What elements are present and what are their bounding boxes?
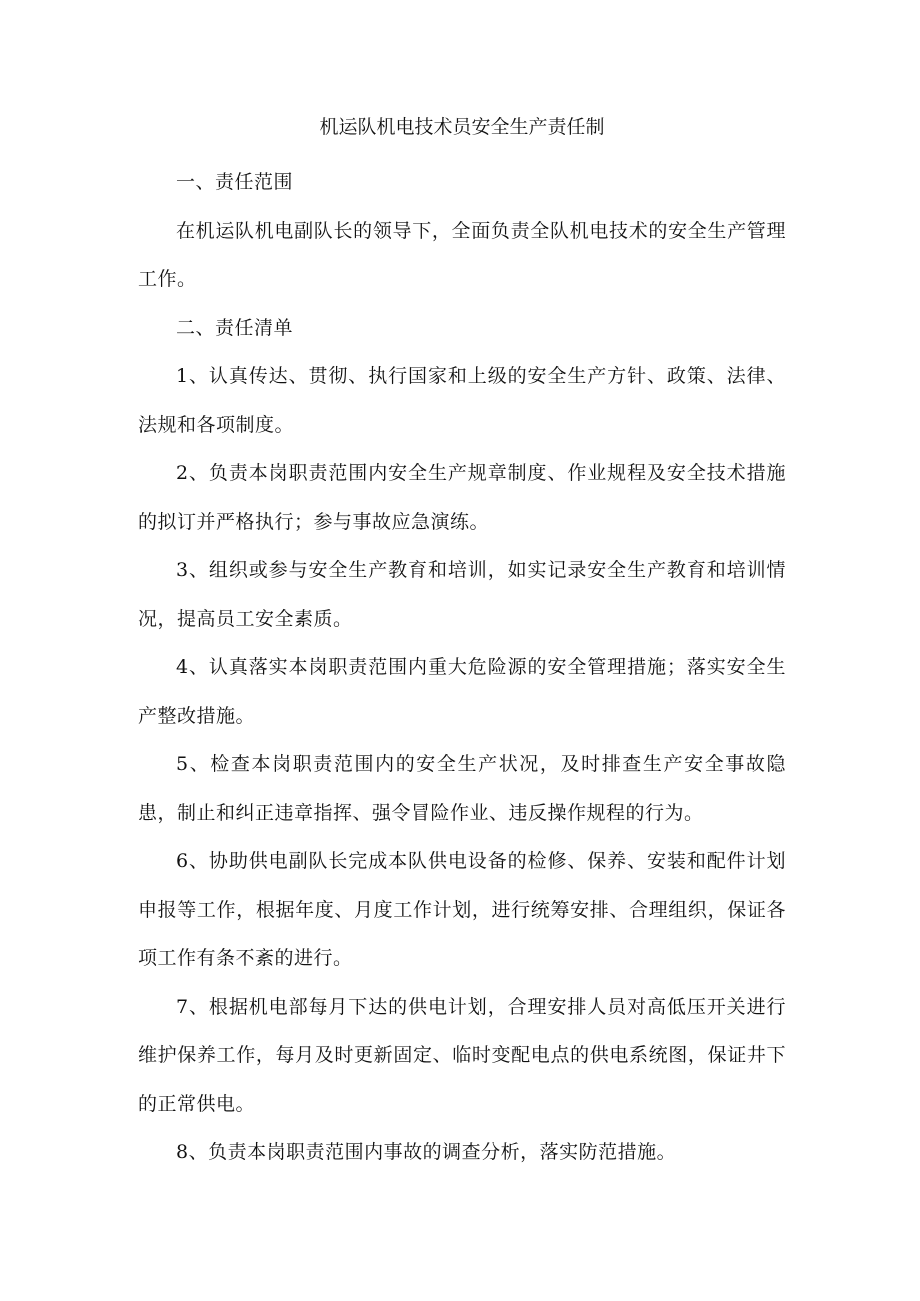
section-text-scope: 在机运队机电副队长的领导下，全面负责全队机电技术的安全生产管理工作。 — [138, 219, 786, 290]
section-heading-list: 二、责任清单 — [176, 316, 294, 339]
list-item: 8、负责本岗职责范围内事故的调查分析，落实防范措施。 — [176, 1141, 677, 1163]
list-item: 2、负责本岗职责范围内安全生产规章制度、作业规程及安全技术措施的拟订并严格执行；参与事故应急演练。 — [138, 462, 786, 533]
list-item: 6、协助供电副队长完成本队供电设备的检修、保养、安装和配件计划申报等工作，根据年度、月度工作计划，进行统筹安排、合理组织，保证各项工作有条不紊的进行。 — [138, 850, 786, 969]
list-item: 7、根据机电部每月下达的供电计划，合理安排人员对高低压开关进行维护保养工作，每月及时更新固定、临时变配电点的供电系统图，保证井下的正常供电。 — [138, 995, 786, 1115]
document-title: 机运队机电技术员安全生产责任制 — [319, 116, 605, 138]
list-item: 5、检查本岗职责范围内的安全生产状况，及时排查生产安全事故隐患，制止和纠正违章指挥、强令冒险作业、违反操作规程的行为。 — [138, 753, 786, 824]
list-item: 1、认真传达、贯彻、执行国家和上级的安全生产方针、政策、法律、法规和各项制度。 — [138, 365, 786, 436]
document-page — [138, 112, 786, 1177]
list-item: 3、组织或参与安全生产教育和培训，如实记录安全生产教育和培训情况，提高员工安全素质。 — [138, 559, 786, 630]
list-item: 4、认真落实本岗职责范围内重大危险源的安全管理措施；落实安全生产整改措施。 — [138, 656, 786, 727]
section-heading-scope: 一、责任范围 — [176, 171, 294, 193]
